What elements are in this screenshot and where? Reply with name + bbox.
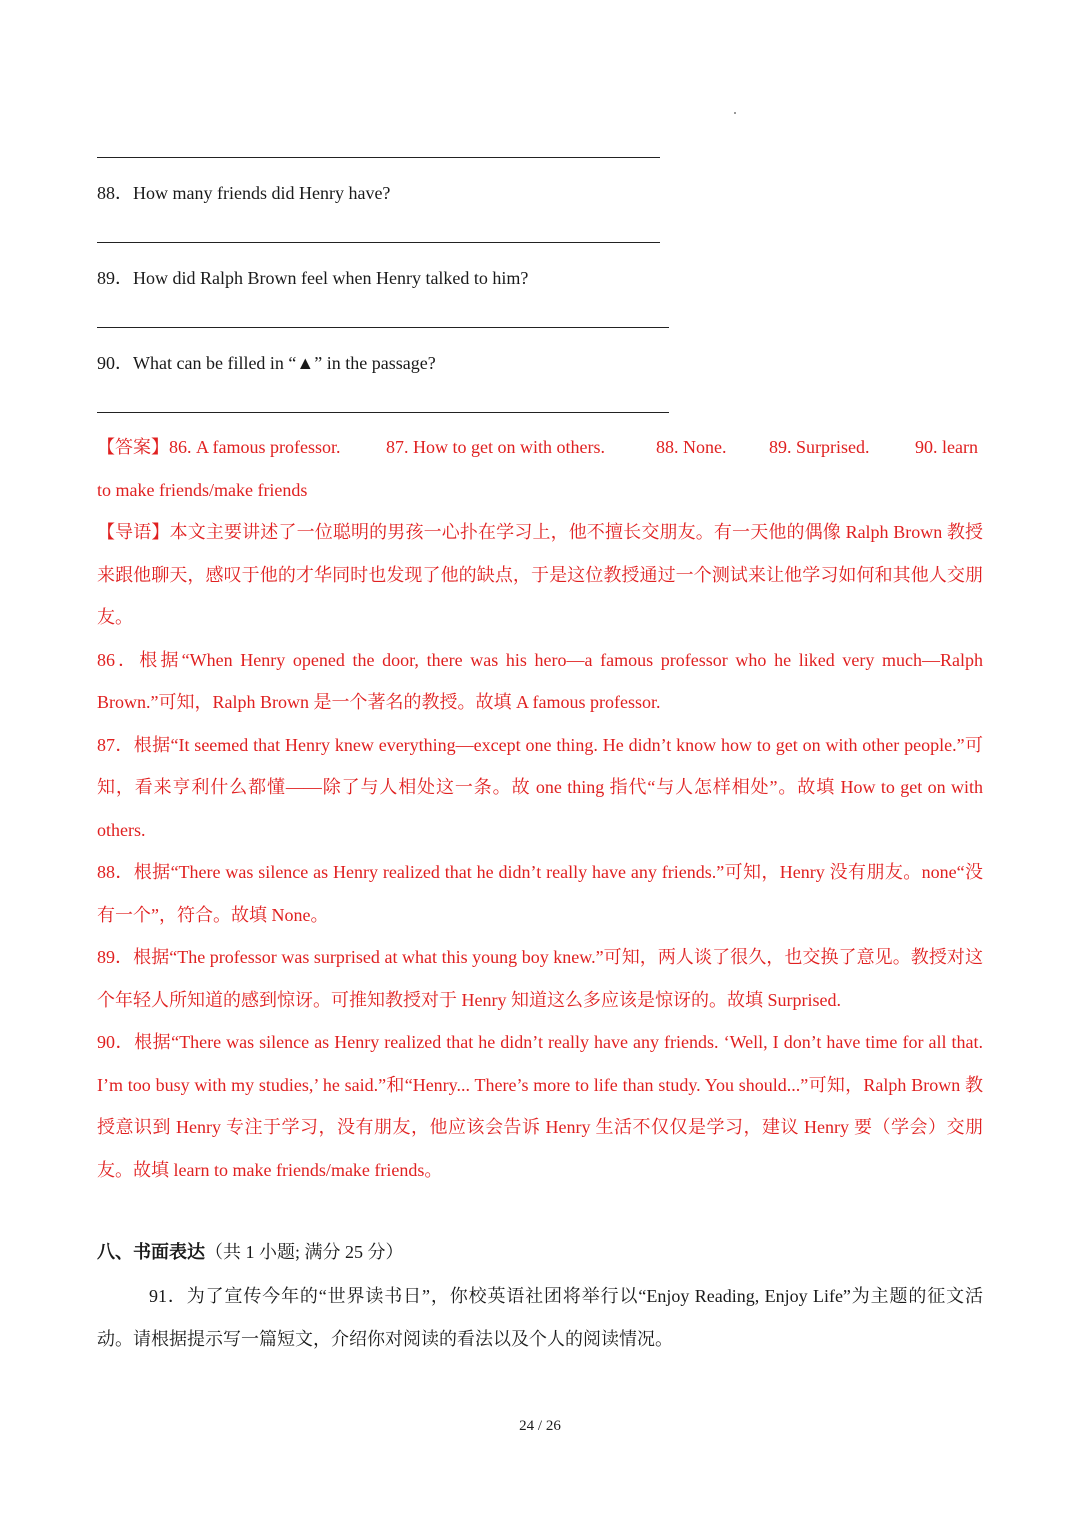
answer-line-88 bbox=[97, 242, 660, 243]
question-88: 88．How many friends did Henry have? bbox=[97, 183, 391, 203]
section-title bbox=[97, 1240, 404, 1264]
answer-tag: 【答案】 bbox=[97, 437, 169, 457]
section-heading: 八、书面表达 bbox=[97, 1242, 205, 1262]
writing-prompt: 91．为了宣传今年的“世界读书日”，你校英语社团将举行以“Enjoy Reading, Enjoy Life”为主题的征文活动。请根据提示写一篇短文，介绍你对阅读的看法以及个人的阅读情况。 bbox=[97, 1286, 983, 1349]
question-89: 89．How did Ralph Brown feel when Henry talked to him? bbox=[97, 268, 529, 288]
explanation-87: 87．根据“It seemed that Henry knew everything—except one thing. He didn’t know how to get on with other people.”可知，看来亨利什么都懂——除了与人相处这一条。故 one thing 指代“与人怎样相处”。故填 How to get on with others. bbox=[97, 734, 983, 840]
guide-tag: 【导语】 bbox=[97, 522, 170, 542]
answer-line-87 bbox=[97, 157, 660, 158]
answer-line-90 bbox=[97, 412, 669, 413]
answer-key-first bbox=[97, 426, 386, 469]
question-90: 90．What can be filled in “▲” in the passage? bbox=[97, 353, 436, 373]
explanation-86: 86．根据“When Henry opened the door, there was his hero—a famous professor who he liked very much—Ralph Brown.”可知，Ralph Brown 是一个著名的教授。故填 A famous professor. bbox=[97, 649, 983, 712]
guide-paragraph bbox=[97, 511, 983, 639]
answer-87: 87. How to get on with others. bbox=[386, 437, 605, 457]
answer-88: 88. None. bbox=[656, 437, 727, 457]
explanation-90: 90．根据“There was silence as Henry realized that he didn’t really have any friends. ‘Well, I don’t have time for all that. I’m too busy with my studies,’ he said.”和“Henry... There’s more to life than study. You should...”可知，Ralph Brown 教授意识到 Henry 专注于学习，没有朋友，他应该会告诉 Henry 生活不仅仅是学习，建议 Henry 要（学会）交朋友。故填 learn to make friends/make friends。 bbox=[97, 1032, 983, 1180]
page-number: 24 / 26 bbox=[519, 1418, 561, 1434]
answer-line-89 bbox=[97, 327, 669, 328]
explanation-88: 88．根据“There was silence as Henry realized that he didn’t really have any friends.”可知，Henry 没有朋友。none“没有一个”，符合。故填 None。 bbox=[97, 862, 983, 925]
answer-explanation-block bbox=[97, 426, 983, 1191]
answer-89: 89. Surprised. bbox=[769, 437, 870, 457]
guide-text: 本文主要讲述了一位聪明的男孩一心扑在学习上，他不擅长交朋友。有一天他的偶像 Ralph Brown 教授来跟他聊天，感叹于他的才华同时也发现了他的缺点，于是这位教授通过一个测试来让他学习如何和其他人交朋友。 bbox=[97, 522, 983, 627]
answer-86: 86. A famous professor. bbox=[169, 437, 341, 457]
answer-key-row bbox=[97, 426, 983, 469]
section-note: （共 1 小题; 满分 25 分） bbox=[205, 1242, 404, 1262]
answer-continuation: to make friends/make friends bbox=[97, 479, 308, 500]
answer-90: 90. learn bbox=[915, 437, 978, 457]
explanation-89: 89．根据“The professor was surprised at what this young boy knew.”可知，两人谈了很久，也交换了意见。教授对这个年轻人所知道的感到惊讶。可推知教授对于 Henry 知道这么多应该是惊讶的。故填 Surprised. bbox=[97, 947, 983, 1010]
stray-dot bbox=[734, 112, 736, 114]
